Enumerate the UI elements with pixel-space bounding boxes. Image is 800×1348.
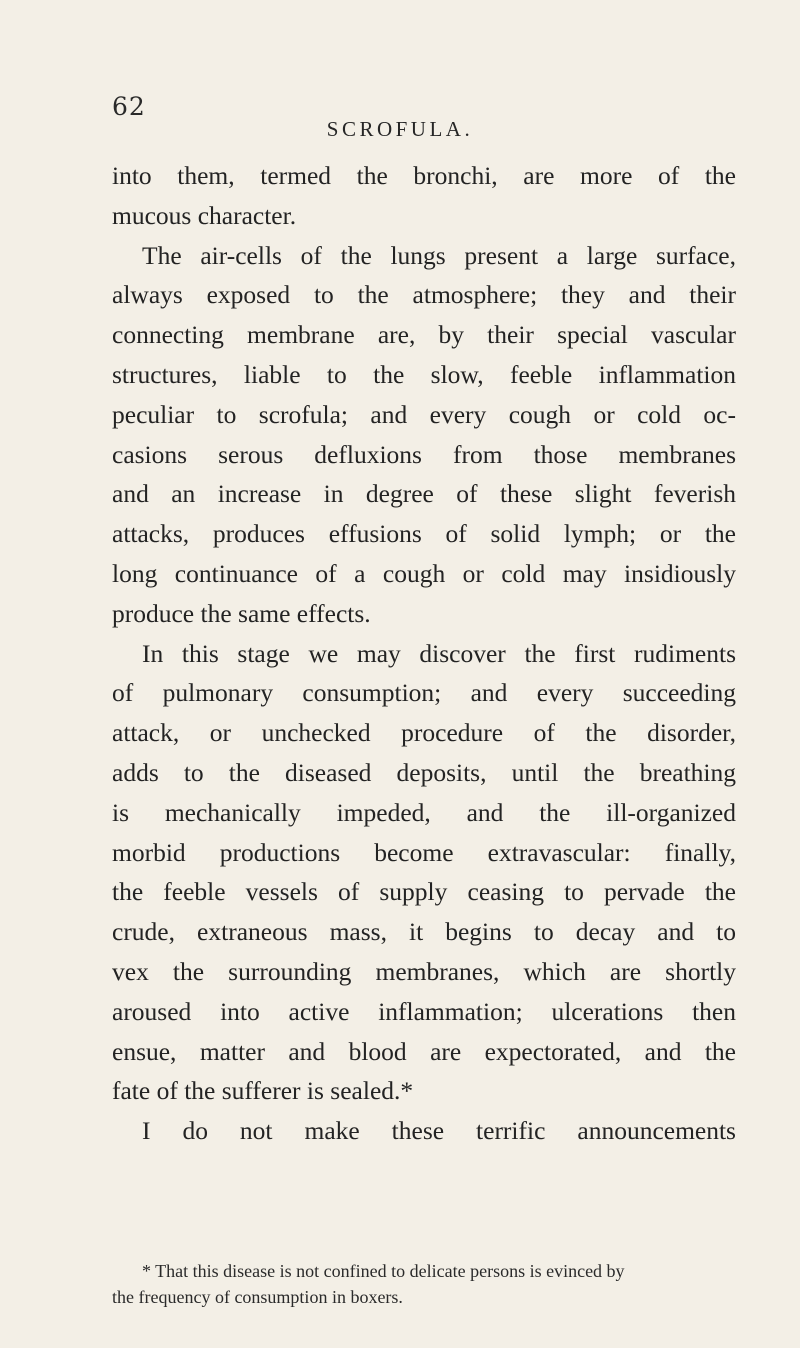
page-number: 62 [112, 92, 146, 121]
text-line: mucous character. [112, 200, 297, 230]
text-line: connecting membrane are, by their special vascular [112, 320, 736, 350]
footnote [112, 1258, 736, 1310]
text-line: The air-cells of the lungs present a large surface, [142, 240, 736, 270]
text-line: casions serous defluxions from those membranes [112, 439, 736, 469]
text-line: ensue, matter and blood are expectorated, and the [112, 1036, 736, 1066]
text-line: attack, or unchecked procedure of the disorder, [112, 718, 736, 748]
text-line: In this stage we may discover the first rudiments [142, 638, 736, 668]
text-line: into them, termed the bronchi, are more of the [112, 161, 736, 190]
text-line: is mechanically impeded, and the ill-organized [112, 797, 736, 827]
text-line: I do not make these terrific announcements [142, 1116, 736, 1146]
text-line: peculiar to scrofula; and every cough or cold oc- [112, 399, 736, 429]
footnote-line: * That this disease is not confined to delicate persons is evinced by [142, 1261, 625, 1281]
text-line: crude, extraneous mass, it begins to decay and to [112, 917, 736, 947]
text-line: long continuance of a cough or cold may insidiously [112, 558, 736, 588]
text-line: structures, liable to the slow, feeble inflammation [112, 359, 736, 389]
text-line: and an increase in degree of these slight feverish [112, 479, 736, 509]
text-line: morbid productions become extravascular: finally, [112, 837, 736, 867]
text-line: always exposed to the atmosphere; they and their [112, 280, 736, 310]
text-line: fate of the sufferer is sealed.* [112, 1076, 414, 1106]
text-line: produce the same effects. [112, 598, 371, 628]
text-line: vex the surrounding membranes, which are shortly [112, 956, 736, 986]
text-line: attacks, produces effusions of solid lymph; or the [112, 519, 736, 549]
text-line: adds to the diseased deposits, until the breathing [112, 757, 736, 787]
footnote-line: the frequency of consumption in boxers. [112, 1287, 403, 1307]
body-text [112, 156, 736, 1151]
running-head: SCROFULA. [326, 117, 474, 141]
text-line: the feeble vessels of supply ceasing to pervade the [112, 877, 736, 907]
text-line: of pulmonary consumption; and every succeeding [112, 678, 736, 708]
text-line: aroused into active inflammation; ulcerations then [112, 996, 736, 1026]
